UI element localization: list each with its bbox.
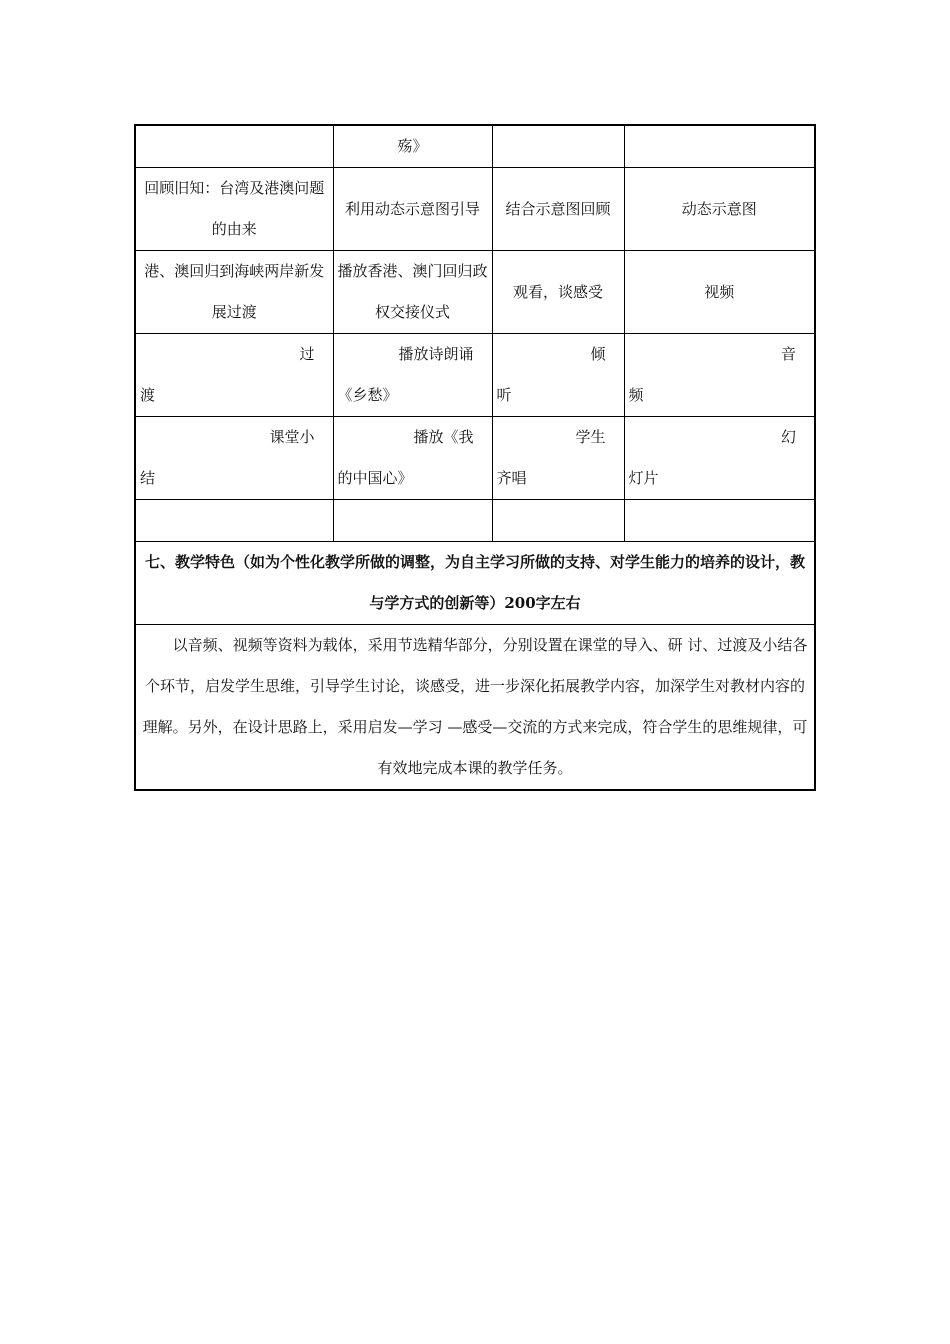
table-row — [135, 125, 815, 168]
table-row — [135, 500, 815, 542]
cell-line: 的中国心》 — [337, 469, 413, 487]
table-cell: 利用动态示意图引导 — [333, 168, 492, 251]
cell-line: 频 — [628, 386, 644, 404]
table-cell — [492, 417, 624, 500]
section-body-cell — [135, 625, 815, 791]
table-cell: 播放香港、澳门回归政权交接仪式 — [333, 251, 492, 334]
table-row — [135, 168, 815, 251]
table-cell — [333, 334, 492, 417]
table-cell: 结合示意图回顾 — [492, 168, 624, 251]
lesson-plan-table — [134, 124, 816, 791]
table-cell: 视频 — [624, 251, 815, 334]
table-cell — [624, 334, 815, 417]
table-cell — [135, 334, 333, 417]
table-cell — [333, 417, 492, 500]
section-heading: 七、教学特色（如为个性化教学所做的调整，为自主学习所做的支持、对学生能力的培养的设计，教与学方式的创新等）200字左右 — [135, 542, 815, 625]
section-body: 以音频、视频等资料为载体，采用节选精华部分，分别设置在课堂的导入、研 讨、过渡及小结各个环节，启发学生思维，引导学生讨论，谈感受，进一步深化拓展教学内容，加深学生对教材内容的理解。另外，在设计思路上，采用启发—学习 —感受—交流的方式来完成，符合学生的思维规律，可有效地完成本课的教学任务。 — [142, 636, 808, 777]
cell-line: 灯片 — [628, 469, 659, 487]
table-cell — [135, 417, 333, 500]
table-row — [135, 625, 815, 791]
cell-line: 课堂小 — [269, 428, 315, 446]
cell-line: 过 — [299, 345, 315, 363]
cell-line: 听 — [496, 386, 512, 404]
cell-line: 渡 — [140, 386, 156, 404]
table-row — [135, 251, 815, 334]
cell-line: 齐唱 — [496, 469, 527, 487]
cell-line: 播放《我 — [413, 428, 474, 446]
table-cell — [492, 125, 624, 168]
table-cell — [135, 125, 333, 168]
table-cell — [624, 500, 815, 542]
table-cell — [135, 500, 333, 542]
table-cell — [624, 417, 815, 500]
table-cell: 回顾旧知：台湾及港澳问题的由来 — [135, 168, 333, 251]
table-cell — [333, 500, 492, 542]
table-cell — [492, 500, 624, 542]
cell-line: 音 — [780, 345, 796, 363]
cell-line: 倾 — [590, 345, 606, 363]
cell-line: 学生 — [575, 428, 606, 446]
table-row — [135, 334, 815, 417]
table-cell: 港、澳回归到海峡两岸新发展过渡 — [135, 251, 333, 334]
table-cell — [492, 334, 624, 417]
table-row — [135, 417, 815, 500]
cell-line: 播放诗朗诵 — [398, 345, 474, 363]
cell-line: 幻 — [780, 428, 796, 446]
table-cell: 动态示意图 — [624, 168, 815, 251]
cell-line: 结 — [140, 469, 156, 487]
cell-line: 《乡愁》 — [337, 386, 398, 404]
table-cell: 观看，谈感受 — [492, 251, 624, 334]
table-cell — [624, 125, 815, 168]
table-row — [135, 542, 815, 625]
table-cell: 殇》 — [333, 125, 492, 168]
